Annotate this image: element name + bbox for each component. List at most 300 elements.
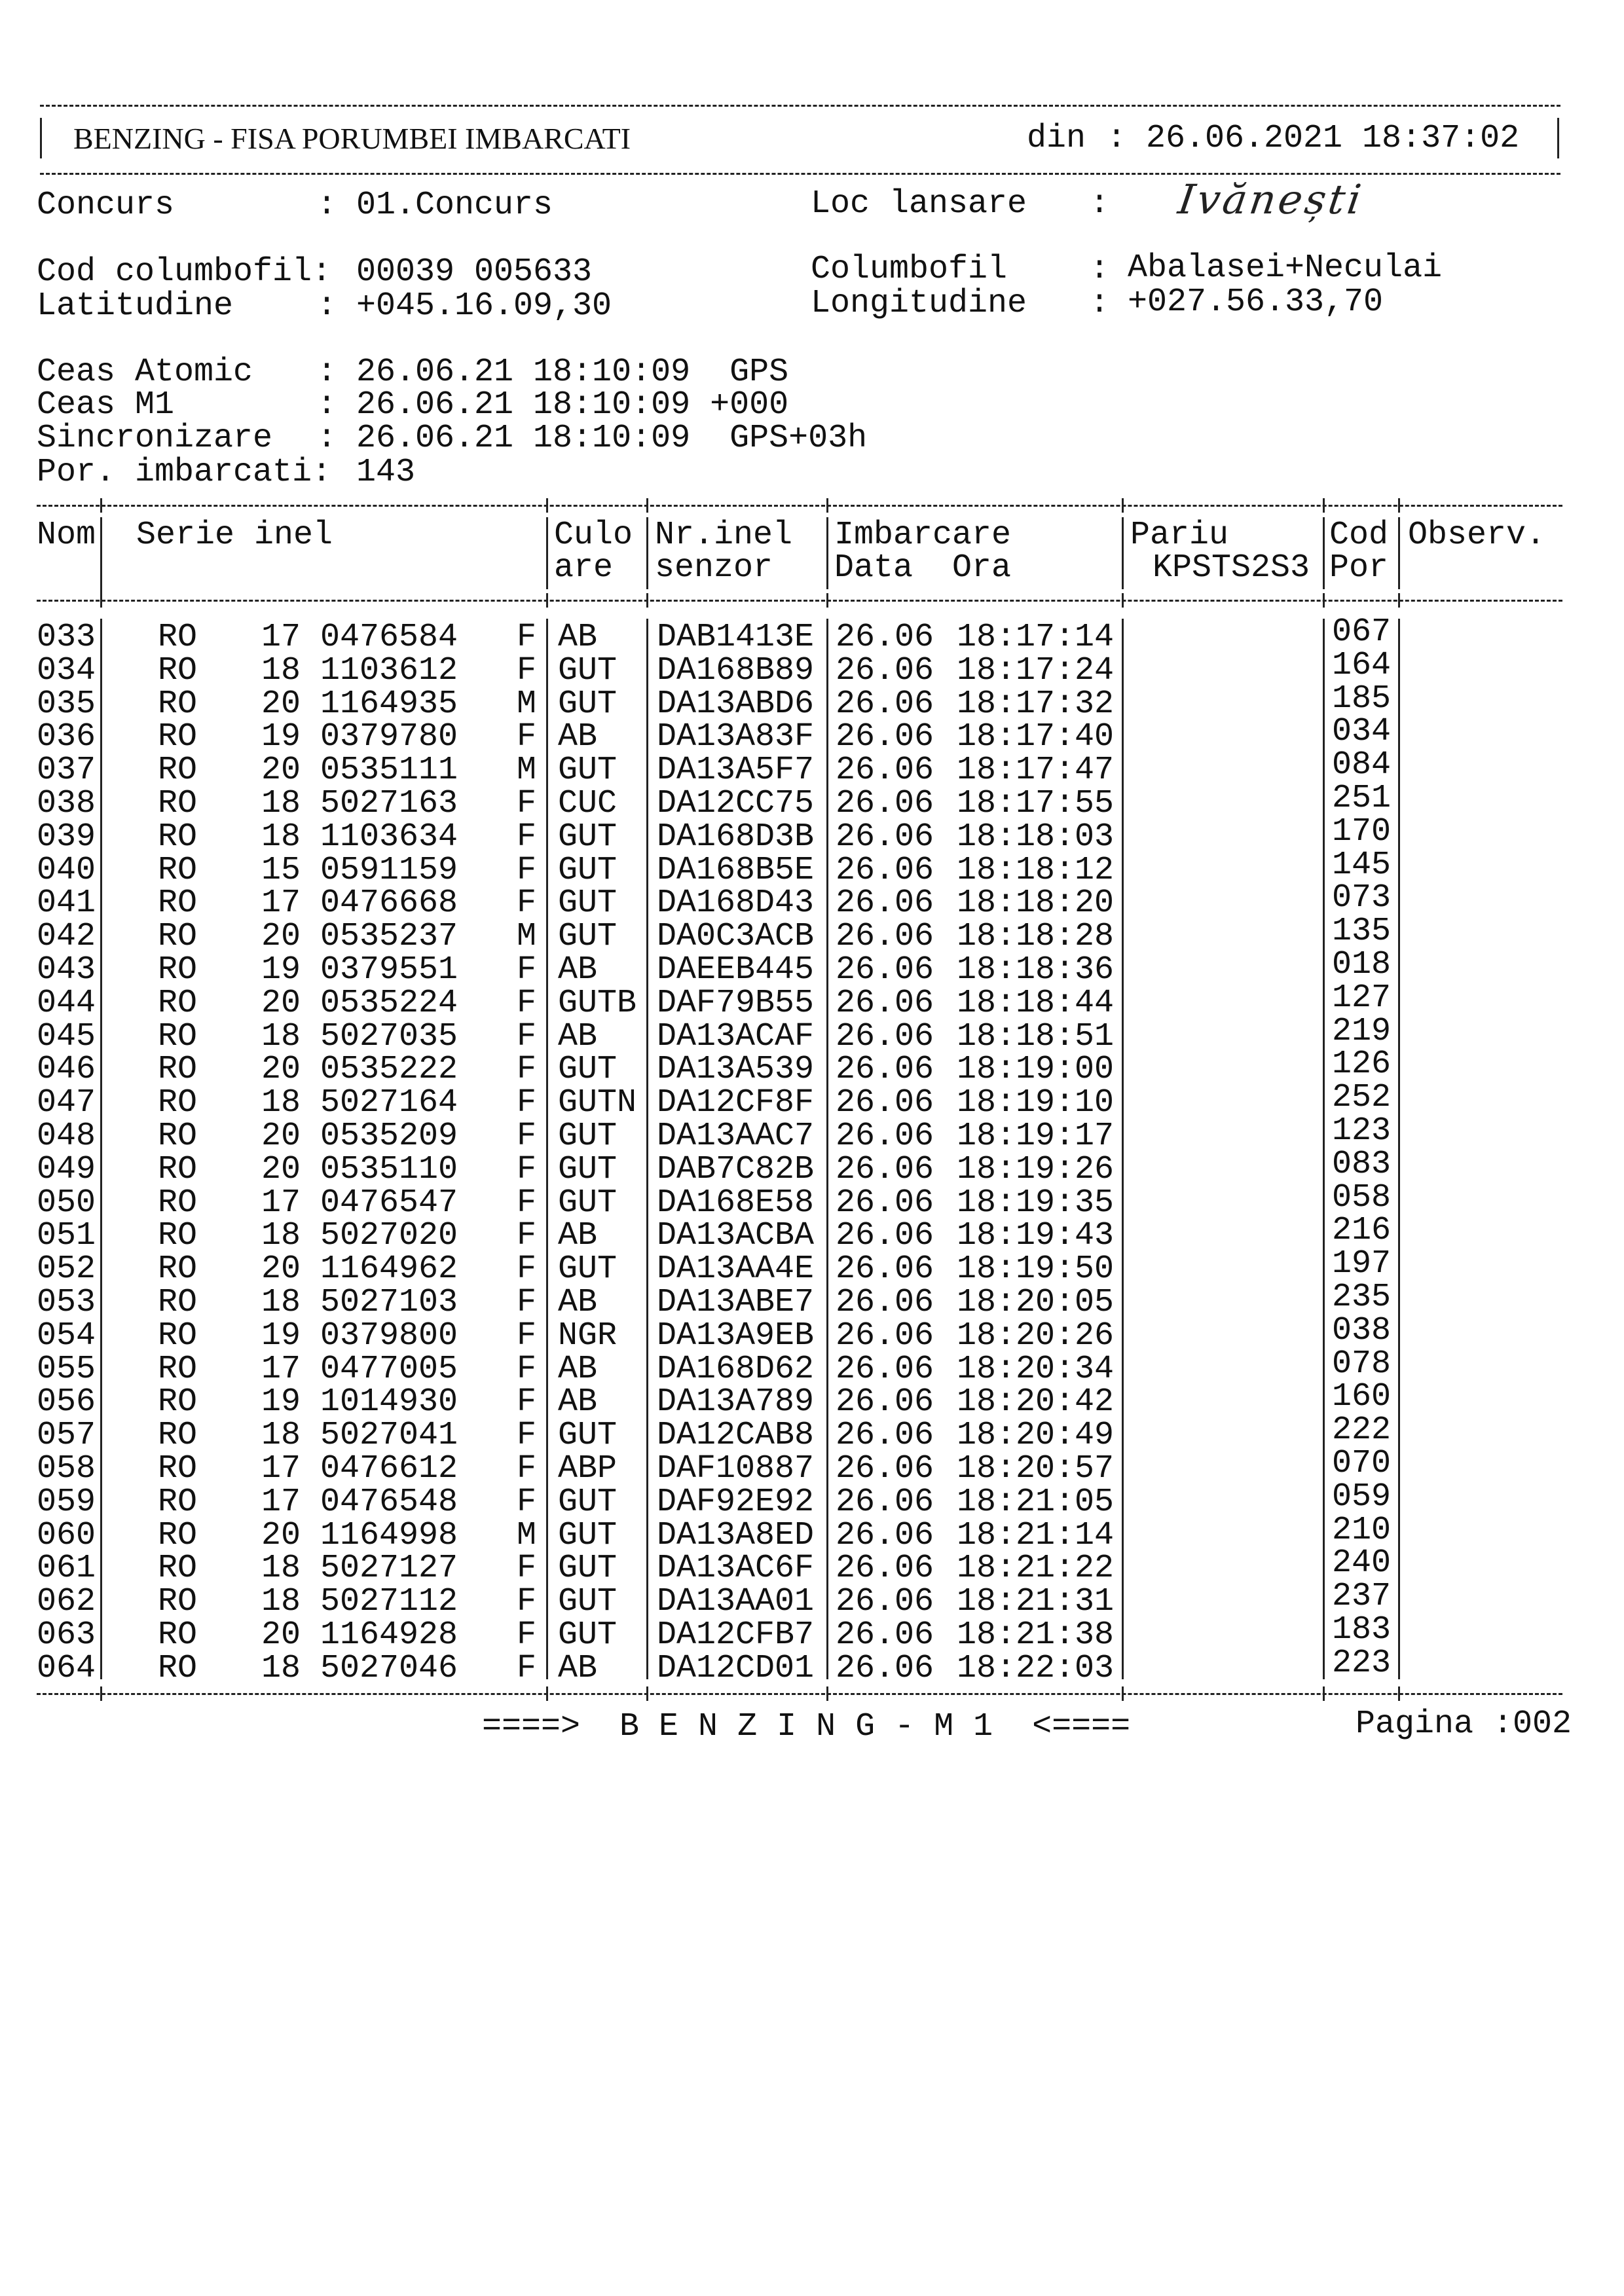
cell-year: 18: [261, 818, 301, 856]
cell-ring-number: 0379780: [320, 718, 458, 756]
cell-year: 20: [261, 685, 301, 723]
cell-country: RO: [158, 884, 198, 922]
cell-time: 18:19:10: [957, 1084, 1115, 1122]
cell-country: RO: [158, 1284, 198, 1321]
cell-date: 26.06: [836, 1583, 934, 1621]
junction-mark: [546, 593, 548, 608]
colon: :: [317, 386, 337, 424]
cell-sensor-ring: DA13AC6F: [657, 1550, 815, 1588]
cell-time: 18:18:36: [957, 951, 1115, 989]
cell-sex: M: [517, 1516, 537, 1554]
cell-time: 18:18:03: [957, 818, 1115, 856]
col-header-pariu: Pariu: [1130, 517, 1229, 554]
cell-time: 18:19:35: [957, 1184, 1115, 1222]
cell-cod-por: 216: [1332, 1212, 1392, 1250]
cell-ring-number: 0591159: [320, 851, 458, 889]
cell-date: 26.06: [836, 1084, 934, 1122]
cell-country: RO: [158, 984, 198, 1022]
cell-date: 26.06: [836, 1184, 934, 1222]
cell-color: AB: [558, 1017, 598, 1055]
cell-country: RO: [158, 1184, 198, 1222]
cell-date: 26.06: [836, 1317, 934, 1355]
cell-date: 26.06: [836, 918, 934, 956]
cell-ring-number: 5027127: [320, 1550, 458, 1588]
cod-columbofil-label: Cod columbofil:: [37, 253, 332, 291]
cell-country: RO: [158, 685, 198, 723]
cell-nom: 040: [37, 851, 96, 889]
colon: :: [1090, 285, 1110, 322]
junction-mark: [646, 498, 648, 513]
header-box-right: [1557, 118, 1559, 158]
cell-time: 18:17:55: [957, 785, 1115, 822]
por-imbarcati-value: 143: [356, 454, 416, 491]
cell-color: GUT: [558, 1250, 618, 1288]
loc-lansare-label: Loc lansare: [811, 185, 1027, 223]
document-title: BENZING - FISA PORUMBEI IMBARCATI: [73, 122, 631, 155]
cell-sex: F: [517, 1118, 537, 1155]
cell-country: RO: [158, 1649, 198, 1687]
cell-ring-number: 5027103: [320, 1284, 458, 1321]
por-imbarcati-label: Por. imbarcati:: [37, 454, 332, 491]
junction-mark: [546, 1686, 548, 1701]
cell-color: GUT: [558, 651, 618, 689]
column-separator-header: [100, 517, 102, 596]
document-date-label: din: [1027, 120, 1086, 157]
cell-sensor-ring: DAEEB445: [657, 951, 815, 989]
cell-ring-number: 0477005: [320, 1350, 458, 1388]
cell-cod-por: 222: [1332, 1412, 1392, 1449]
cell-nom: 064: [37, 1649, 96, 1687]
cell-date: 26.06: [836, 1383, 934, 1421]
cell-sex: F: [517, 1051, 537, 1089]
cell-ring-number: 0476668: [320, 884, 458, 922]
column-separator-header: [1122, 517, 1124, 589]
cell-country: RO: [158, 1583, 198, 1621]
cell-ring-number: 0535209: [320, 1118, 458, 1155]
cell-color: GUTN: [558, 1084, 637, 1122]
cell-sex: F: [517, 984, 537, 1022]
cell-date: 26.06: [836, 685, 934, 723]
col-header-data: Data: [834, 549, 913, 587]
cell-color: GUT: [558, 685, 618, 723]
junction-mark: [100, 498, 102, 513]
cell-ring-number: 0476547: [320, 1184, 458, 1222]
cell-date: 26.06: [836, 818, 934, 856]
cell-cod-por: 127: [1332, 979, 1392, 1017]
cell-ring-number: 0379551: [320, 951, 458, 989]
cell-country: RO: [158, 1250, 198, 1288]
cell-nom: 063: [37, 1616, 96, 1654]
cell-time: 18:17:40: [957, 718, 1115, 756]
cell-nom: 050: [37, 1184, 96, 1222]
column-separator-header: [1398, 517, 1400, 589]
cell-nom: 034: [37, 651, 96, 689]
cell-cod-por: 145: [1332, 846, 1392, 884]
cell-ring-number: 1164928: [320, 1616, 458, 1654]
junction-mark: [1122, 593, 1124, 608]
ceas-m1-label: Ceas M1: [37, 386, 175, 424]
cell-nom: 060: [37, 1516, 96, 1554]
cell-sex: F: [517, 718, 537, 756]
cell-nom: 051: [37, 1217, 96, 1255]
cell-country: RO: [158, 1383, 198, 1421]
cell-color: AB: [558, 1284, 598, 1321]
cell-sensor-ring: DA13A9EB: [657, 1317, 815, 1355]
cell-country: RO: [158, 785, 198, 822]
cell-sex: F: [517, 651, 537, 689]
cell-cod-por: 084: [1332, 746, 1392, 784]
cell-year: 17: [261, 1450, 301, 1487]
cell-ring-number: 0476612: [320, 1450, 458, 1487]
cell-time: 18:20:49: [957, 1417, 1115, 1455]
cell-country: RO: [158, 1483, 198, 1521]
cell-date: 26.06: [836, 619, 934, 656]
col-header-cod-2: Por: [1329, 549, 1389, 587]
junction-mark: [1398, 593, 1400, 608]
cell-cod-por: 126: [1332, 1046, 1392, 1084]
cell-sensor-ring: DA13AA01: [657, 1583, 815, 1621]
cell-sensor-ring: DA13AA4E: [657, 1250, 815, 1288]
cell-date: 26.06: [836, 1417, 934, 1455]
cell-ring-number: 5027035: [320, 1017, 458, 1055]
cell-sex: F: [517, 851, 537, 889]
cell-cod-por: 034: [1332, 713, 1392, 751]
cell-sensor-ring: DA13A789: [657, 1383, 815, 1421]
junction-mark: [646, 1686, 648, 1701]
cell-date: 26.06: [836, 1017, 934, 1055]
cell-sensor-ring: DAB7C82B: [657, 1150, 815, 1188]
cell-sex: F: [517, 1483, 537, 1521]
cell-color: AB: [558, 1383, 598, 1421]
cell-color: CUC: [558, 785, 618, 822]
cell-sex: F: [517, 1017, 537, 1055]
col-header-imbarcare: Imbarcare: [834, 517, 1012, 554]
cell-nom: 042: [37, 918, 96, 956]
cell-date: 26.06: [836, 984, 934, 1022]
cell-date: 26.06: [836, 1616, 934, 1654]
col-header-culoare-1: Culo: [554, 517, 633, 554]
cell-nom: 062: [37, 1583, 96, 1621]
cell-color: GUT: [558, 1583, 618, 1621]
cell-color: GUT: [558, 1550, 618, 1588]
cell-color: GUT: [558, 1483, 618, 1521]
cell-date: 26.06: [836, 1450, 934, 1487]
cod-columbofil-label-text: Cod columbofil: [37, 253, 312, 291]
cell-color: GUT: [558, 918, 618, 956]
cell-sensor-ring: DA168D62: [657, 1350, 815, 1388]
ceas-m1-value: 26.06.21 18:10:09 +000: [356, 386, 789, 424]
cell-year: 18: [261, 1217, 301, 1255]
cell-ring-number: 1164998: [320, 1516, 458, 1554]
cell-ring-number: 0535224: [320, 984, 458, 1022]
cell-sex: F: [517, 1217, 537, 1255]
cell-color: AB: [558, 1217, 598, 1255]
cell-sensor-ring: DA0C3ACB: [657, 918, 815, 956]
cell-cod-por: 038: [1332, 1311, 1392, 1349]
cell-year: 18: [261, 785, 301, 822]
cell-sensor-ring: DA13ABE7: [657, 1284, 815, 1321]
cell-time: 18:20:42: [957, 1383, 1115, 1421]
col-header-observ: Observ.: [1408, 517, 1546, 554]
cell-sensor-ring: DA168D3B: [657, 818, 815, 856]
colon: :: [1090, 185, 1110, 223]
cell-sensor-ring: DA13ACAF: [657, 1017, 815, 1055]
cell-nom: 047: [37, 1084, 96, 1122]
cell-sex: F: [517, 1250, 537, 1288]
column-separator-header: [546, 517, 548, 589]
cell-date: 26.06: [836, 1516, 934, 1554]
cell-color: GUT: [558, 1184, 618, 1222]
cell-time: 18:20:57: [957, 1450, 1115, 1487]
cell-date: 26.06: [836, 1051, 934, 1089]
cell-sensor-ring: DA168B5E: [657, 851, 815, 889]
cell-cod-por: 185: [1332, 680, 1392, 718]
cell-time: 18:17:32: [957, 685, 1115, 723]
columbofil-label: Columbofil: [811, 251, 1008, 288]
cell-time: 18:21:05: [957, 1483, 1115, 1521]
cell-ring-number: 1164962: [320, 1250, 458, 1288]
cell-cod-por: 135: [1332, 913, 1392, 951]
col-header-nr-inel-2: senzor: [655, 549, 773, 587]
cell-date: 26.06: [836, 785, 934, 822]
cell-nom: 037: [37, 752, 96, 790]
cell-cod-por: 251: [1332, 780, 1392, 817]
junction-mark: [646, 593, 648, 608]
col-header-nom: Nom: [37, 517, 96, 554]
cell-nom: 036: [37, 718, 96, 756]
junction-mark: [1398, 1686, 1400, 1701]
cell-sensor-ring: DA12CFB7: [657, 1616, 815, 1654]
header-box-top: [40, 105, 1560, 107]
cell-ring-number: 1164935: [320, 685, 458, 723]
cell-nom: 045: [37, 1017, 96, 1055]
col-header-ora: Ora: [952, 549, 1012, 587]
cell-sex: F: [517, 1417, 537, 1455]
cell-ring-number: 5027041: [320, 1417, 458, 1455]
cell-color: GUT: [558, 1150, 618, 1188]
cod-columbofil-value: 00039 005633: [356, 253, 593, 291]
cell-nom: 041: [37, 884, 96, 922]
cell-year: 20: [261, 1250, 301, 1288]
junction-mark: [826, 498, 828, 513]
column-separator-header: [826, 517, 828, 589]
cell-country: RO: [158, 1051, 198, 1089]
cell-nom: 049: [37, 1150, 96, 1188]
cell-sex: M: [517, 685, 537, 723]
cell-sex: F: [517, 951, 537, 989]
cell-ring-number: 0535237: [320, 918, 458, 956]
cell-date: 26.06: [836, 651, 934, 689]
cell-cod-por: 170: [1332, 812, 1392, 850]
cell-sex: F: [517, 1649, 537, 1687]
col-header-serie-inel: Serie inel: [136, 517, 333, 554]
cell-time: 18:20:26: [957, 1317, 1115, 1355]
cell-country: RO: [158, 1150, 198, 1188]
cell-color: GUT: [558, 1118, 618, 1155]
junction-mark: [1398, 498, 1400, 513]
cell-country: RO: [158, 1350, 198, 1388]
colon: :: [317, 354, 337, 391]
cell-sensor-ring: DA13A539: [657, 1051, 815, 1089]
table-row: [0, 1644, 1624, 1687]
cell-country: RO: [158, 918, 198, 956]
cell-country: RO: [158, 818, 198, 856]
loc-lansare-handwritten: Ivănești: [1175, 175, 1367, 223]
cell-time: 18:20:05: [957, 1284, 1115, 1321]
cell-color: GUT: [558, 884, 618, 922]
cell-cod-por: 067: [1332, 613, 1392, 651]
cell-ring-number: 1014930: [320, 1383, 458, 1421]
cell-country: RO: [158, 1516, 198, 1554]
cell-date: 26.06: [836, 1118, 934, 1155]
cell-cod-por: 240: [1332, 1544, 1392, 1582]
cell-cod-por: 123: [1332, 1112, 1392, 1150]
cell-sensor-ring: DAF92E92: [657, 1483, 815, 1521]
cell-ring-number: 0535111: [320, 752, 458, 790]
junction-mark: [826, 1686, 828, 1701]
cell-time: 18:18:28: [957, 918, 1115, 956]
cell-ring-number: 5027112: [320, 1583, 458, 1621]
sincronizare-label: Sincronizare: [37, 420, 273, 457]
cell-sensor-ring: DA13AAC7: [657, 1118, 815, 1155]
cell-color: AB: [558, 619, 598, 656]
cell-sex: F: [517, 1184, 537, 1222]
cell-sex: F: [517, 785, 537, 822]
cell-time: 18:18:20: [957, 884, 1115, 922]
cell-country: RO: [158, 651, 198, 689]
junction-mark: [100, 1686, 102, 1701]
cell-year: 20: [261, 984, 301, 1022]
footer-banner: ====> B E N Z I N G - M 1 <====: [482, 1708, 1131, 1745]
cell-cod-por: 237: [1332, 1578, 1392, 1616]
cell-sex: F: [517, 619, 537, 656]
colon: :: [317, 287, 337, 325]
colon: :: [317, 420, 337, 457]
cell-time: 18:22:03: [957, 1649, 1115, 1687]
table-top-line: [37, 505, 1562, 507]
cell-time: 18:21:31: [957, 1583, 1115, 1621]
cell-color: AB: [558, 1649, 598, 1687]
cell-time: 18:19:17: [957, 1118, 1115, 1155]
cell-color: ABP: [558, 1450, 618, 1487]
junction-mark: [1323, 498, 1325, 513]
junction-mark: [100, 593, 102, 608]
junction-mark: [1122, 1686, 1124, 1701]
cell-sensor-ring: DA13ABD6: [657, 685, 815, 723]
cell-date: 26.06: [836, 1284, 934, 1321]
cell-ring-number: 5027046: [320, 1649, 458, 1687]
cell-year: 15: [261, 851, 301, 889]
cell-year: 20: [261, 1118, 301, 1155]
cell-sex: F: [517, 1383, 537, 1421]
cell-ring-number: 0476548: [320, 1483, 458, 1521]
cell-color: GUTB: [558, 984, 637, 1022]
cell-nom: 044: [37, 984, 96, 1022]
junction-mark: [1323, 593, 1325, 608]
cell-time: 18:21:14: [957, 1516, 1115, 1554]
cell-year: 19: [261, 1317, 301, 1355]
latitudine-value: +045.16.09,30: [356, 287, 612, 325]
cell-color: AB: [558, 1350, 598, 1388]
cell-year: 17: [261, 619, 301, 656]
cell-time: 18:21:22: [957, 1550, 1115, 1588]
cell-date: 26.06: [836, 884, 934, 922]
cell-nom: 035: [37, 685, 96, 723]
colon: :: [317, 187, 337, 224]
cell-sensor-ring: DAB1413E: [657, 619, 815, 656]
cell-date: 26.06: [836, 1483, 934, 1521]
cell-nom: 058: [37, 1450, 96, 1487]
cell-nom: 033: [37, 619, 96, 656]
cell-ring-number: 0535222: [320, 1051, 458, 1089]
cell-country: RO: [158, 1450, 198, 1487]
cell-ring-number: 5027020: [320, 1217, 458, 1255]
cell-country: RO: [158, 1084, 198, 1122]
cell-year: 17: [261, 1184, 301, 1222]
por-imbarcati-label-text: Por. imbarcati: [37, 454, 312, 491]
cell-year: 20: [261, 1616, 301, 1654]
cell-sex: M: [517, 918, 537, 956]
longitudine-value: +027.56.33,70: [1128, 283, 1384, 321]
cell-time: 18:17:14: [957, 619, 1115, 656]
cell-year: 18: [261, 1017, 301, 1055]
cell-year: 18: [261, 1550, 301, 1588]
colon: :: [1090, 251, 1110, 288]
cell-time: 18:21:38: [957, 1616, 1115, 1654]
cell-nom: 052: [37, 1250, 96, 1288]
cell-date: 26.06: [836, 1150, 934, 1188]
cell-color: GUT: [558, 1051, 618, 1089]
cell-color: GUT: [558, 1516, 618, 1554]
junction-mark: [826, 593, 828, 608]
cell-time: 18:19:43: [957, 1217, 1115, 1255]
cell-date: 26.06: [836, 851, 934, 889]
cell-nom: 054: [37, 1317, 96, 1355]
document-date: 26.06.2021 18:37:02: [1146, 120, 1520, 157]
cell-ring-number: 0379800: [320, 1317, 458, 1355]
cell-sensor-ring: DA13ACBA: [657, 1217, 815, 1255]
cell-cod-por: 183: [1332, 1611, 1392, 1649]
col-header-cod: Cod: [1329, 517, 1389, 554]
sincronizare-value: 26.06.21 18:10:09 GPS+03h: [356, 420, 868, 457]
junction-mark: [1323, 1686, 1325, 1701]
cell-cod-por: 059: [1332, 1478, 1392, 1516]
cell-date: 26.06: [836, 1217, 934, 1255]
cell-year: 18: [261, 1649, 301, 1687]
cell-nom: 059: [37, 1483, 96, 1521]
cell-country: RO: [158, 1017, 198, 1055]
ceas-atomic-label: Ceas Atomic: [37, 354, 253, 391]
cell-time: 18:19:50: [957, 1250, 1115, 1288]
cell-nom: 046: [37, 1051, 96, 1089]
concurs-value: 01.Concurs: [356, 187, 553, 224]
cell-country: RO: [158, 951, 198, 989]
cell-ring-number: 5027163: [320, 785, 458, 822]
cell-time: 18:19:00: [957, 1051, 1115, 1089]
cell-country: RO: [158, 619, 198, 656]
cell-ring-number: 0476584: [320, 619, 458, 656]
cell-sex: F: [517, 1450, 537, 1487]
cell-color: GUT: [558, 851, 618, 889]
cell-cod-por: 197: [1332, 1245, 1392, 1283]
cell-date: 26.06: [836, 1649, 934, 1687]
cell-color: GUT: [558, 1616, 618, 1654]
table-header-bottom-line: [37, 600, 1562, 602]
cell-cod-por: 223: [1332, 1644, 1392, 1682]
cell-ring-number: 5027164: [320, 1084, 458, 1122]
cell-country: RO: [158, 1550, 198, 1588]
table-bottom-line: [37, 1693, 1562, 1695]
